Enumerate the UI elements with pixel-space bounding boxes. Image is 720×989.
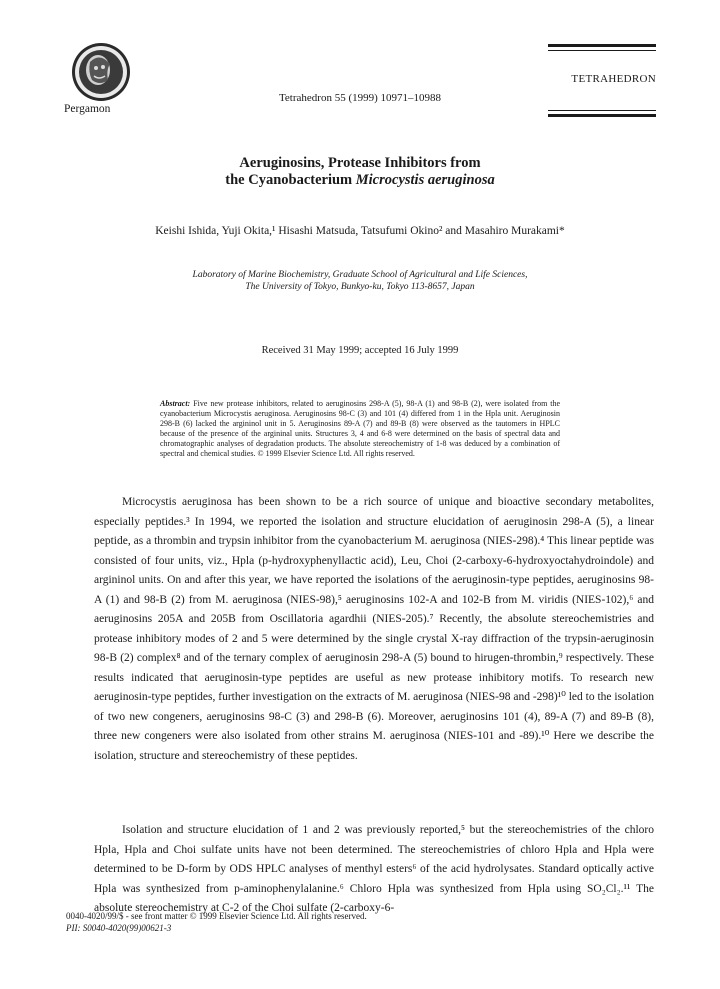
affiliation: Laboratory of Marine Biochemistry, Graduate School of Agricultural and Life Sciences, The University of Tokyo, Bunkyo-ku, Tokyo 113-8657, Japan [192,270,528,292]
journal-name: TETRAHEDRON [571,73,656,85]
article-title [0,155,720,189]
header-rule-bottom [548,114,656,117]
abstract-label: Abstract: [160,399,191,408]
footer-pii: PII: S0040-4020(99)00621-3 [66,923,172,933]
publisher-name: Pergamon [64,103,111,115]
header-rule-bottom-thin [548,110,656,111]
title-line-2: the Cyanobacterium Microcystis aeruginosa [225,172,495,188]
copyright-footer [66,910,367,934]
abstract [160,399,560,460]
header-rule-top-thin [548,50,656,51]
header-rule-top [548,44,656,47]
footer-copyright: 0040-4020/99/$ - see front matter © 1999 Elsevier Science Ltd. All rights reserved. [66,911,367,921]
abstract-text: Five new protease inhibitors, related to aeruginosins 298-A (5), 98-A (1) and 98-B (2), were isolated from the cyanobacterium Microcystis aeruginosa. Aeruginosins 98-C (3) and 101 (4) differed from 1 in the Hpla unit. Aeruginosin 298-B (6) lacked the argininol unit in 5. Aeruginosins 89-A (7) and 89-B (8) were observed as the tautomers in HPLC because of the presence of the argininal units. Structures 3, 4 and 6-8 were determined on the basis of spectral data and chromatographic analyses of degradation products. The absolute stereochemistry of 1-8 was deduced by a combination of spectral and chemical studies. © 1999 Elsevier Science Ltd. All rights reserved. [160,399,561,459]
body-paragraph-2: Isolation and structure elucidation of 1 and 2 was previously reported,⁵ but the stereochemistries of the chloro Hpla, Hpla and Choi sulfate units have not been determined. The stereochemistries of chloro Hpla and Hpla were determined to be D-form by ODS HPLC analyses of menthyl esters⁶ of the acid hydrolysates. Standard optically active Hpla was synthesized from p-aminophenylalanine.⁶ Chloro Hpla was synthesized from Hpla using SO₂Cl₂.¹¹ The absolute stereochemistry at C-2 of the Choi sulfate (2-carboxy-6- [94,824,654,914]
title-line-1: Aeruginosins, Protease Inhibitors from [239,155,481,171]
author-list: Keishi Ishida, Yuji Okita,¹ Hisashi Matsuda, Tatsufumi Okino² and Masahiro Murakami* [155,225,565,237]
received-dates: Received 31 May 1999; accepted 16 July 1999 [261,345,459,356]
body-paragraph-1: Microcystis aeruginosa has been shown to be a rich source of unique and bioactive secondary metabolites, especially peptides.³ In 1994, we reported the isolation and structure elucidation of aeruginosin 298-A (5), a linear peptide, as a thrombin and trypsin inhibitor from the cyanobacterium M. aeruginosa (NIES-298).⁴ This linear peptide was consisted of four units, viz., Hpla (p-hydroxyphenyllactic acid), Leu, Choi (2-carboxy-6-hydroxyoctahydroindole) and argininol units. On and after this year, we have reported the isolations of the aeruginosin-type peptides, aeruginosins 98-A (1) and 98-B (2) from M. aeruginosa (NIES-98),⁵ aeruginosins 102-A and 102-B from M. viridis (NIES-102),⁶ and aeruginosins 205A and 205B from Oscillatoria agardhii (NIES-205).⁷ Recently, the absolute stereochemistries and protease inhibitory modes of 2 and 5 were determined by the single crystal X-ray diffraction of the trypsin-aeruginosin 98-B (2) complex⁸ and of the ternary complex of aeruginosin 298-A (5) bound to hirugen-thrombin,⁹ respectively. These results indicated that aeruginosin-type peptides are useful as new protease inhibitory motifs. To research new aeruginosin-type peptides, further investigation on the extracts of M. aeruginosa (NIES-98 and -298)¹⁰ led to the isolation of two new congeners, aeruginosins 98-C (3) and 298-B (6). Moreover, aeruginosins 101 (4), 89-A (7) and 89-B (8), three new congeners were also isolated from other strains M. aeruginosa (NIES-101 and -89).¹⁰ Here we describe the isolation, structure and stereochemistry of these peptides. [94,496,654,762]
journal-citation: Tetrahedron 55 (1999) 10971–10988 [278,92,442,104]
